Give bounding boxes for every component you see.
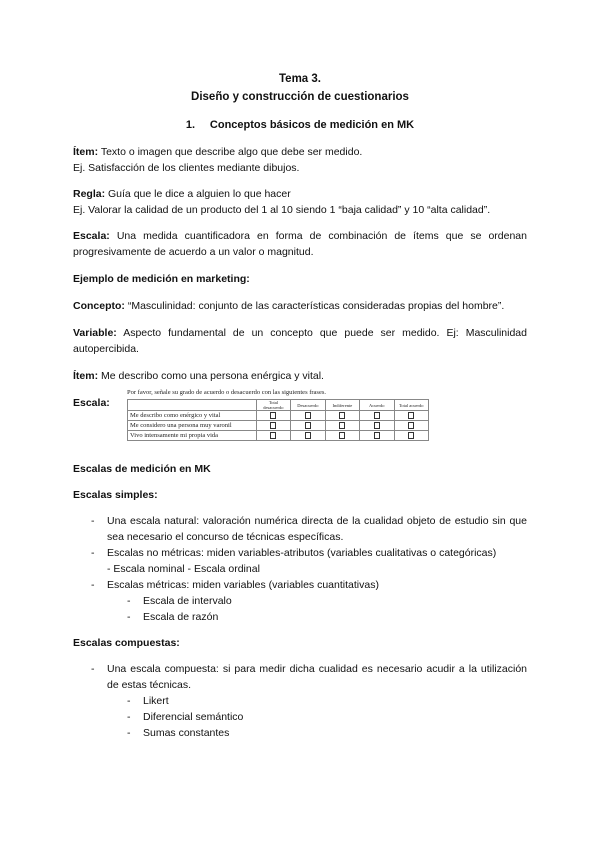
- metric-sublist: [107, 593, 527, 625]
- concepto-text: “Masculinidad: conjunto de las características consideradas propias del hombre”.: [124, 300, 505, 312]
- section-number: 1.: [185, 119, 196, 131]
- scale-row-item: [128, 431, 429, 441]
- metric-term: Escalas métricas:: [107, 579, 190, 591]
- variable-term: Variable:: [73, 327, 117, 339]
- variable-text: Aspecto fundamental de un concepto que puede ser medido. Ej: Masculinidad autopercibida.: [73, 327, 527, 355]
- concepto-term: Concepto:: [73, 300, 125, 312]
- scales-heading: Escalas de medición en MK: [73, 463, 211, 475]
- scale-option: Desacuerdo: [291, 400, 325, 411]
- compound-term: Una escala compuesta:: [107, 663, 219, 675]
- checkbox[interactable]: [270, 422, 276, 429]
- nometric-sub: - Escala nominal - Escala ordinal: [107, 563, 260, 575]
- scale-option: Total desacuerdo: [256, 400, 290, 411]
- list-item: [73, 545, 527, 577]
- regla-term: Regla:: [73, 188, 106, 200]
- item-example: Ej. Satisfacción de los clientes mediante dibujos.: [73, 162, 300, 174]
- checkbox[interactable]: [305, 432, 311, 439]
- list-item: - Escala de razón: [107, 609, 527, 625]
- checkbox[interactable]: [270, 432, 276, 439]
- escala-term: Escala:: [73, 230, 110, 242]
- doc-title-line2: Diseño y construcción de cuestionarios: [191, 91, 409, 103]
- variable-line: [73, 325, 527, 357]
- scale-example: [73, 389, 527, 453]
- scale-statement: Me describo como enérgico y vital: [128, 411, 257, 421]
- checkbox[interactable]: [339, 432, 345, 439]
- regla-text: Guía que le dice a alguien lo que hacer: [105, 188, 291, 200]
- metric-text: miden variables (variables cuantitativas): [189, 579, 379, 591]
- natural-text: valoración numérica directa de la cualidad objeto de estudio sin que sea necesario el concurso de técnicas específicas.: [107, 515, 527, 543]
- example-heading: Ejemplo de medición en marketing:: [73, 273, 250, 285]
- example-item-text: Me describo como una persona enérgica y vital.: [98, 370, 324, 382]
- section-heading: [73, 117, 527, 133]
- nometric-term: Escalas no métricas:: [107, 547, 204, 559]
- scale-row-item: [128, 411, 429, 421]
- checkbox[interactable]: [374, 422, 380, 429]
- checkbox[interactable]: [305, 412, 311, 419]
- checkbox[interactable]: [339, 422, 345, 429]
- item-definition: [73, 144, 527, 160]
- list-item: [73, 661, 527, 741]
- list-item: [73, 577, 527, 625]
- example-item-line: [73, 368, 527, 384]
- scale-option: Total acuerdo: [394, 400, 428, 411]
- escala-text: Una medida cuantificadora en forma de combinación de ítems que se ordenan progresivamente de acuerdo a un valor o magnitud.: [73, 230, 527, 258]
- list-item: - Diferencial semántico: [107, 709, 527, 725]
- scale-statement: Me considero una persona muy varonil: [128, 421, 257, 431]
- checkbox[interactable]: [339, 412, 345, 419]
- compound-scales-heading: Escalas compuestas:: [73, 637, 180, 649]
- checkbox[interactable]: [270, 412, 276, 419]
- scale-header-row: [128, 400, 429, 411]
- list-item: - Escala de intervalo: [107, 593, 527, 609]
- scale-caption: Por favor, señale su grado de acuerdo o desacuerdo con las siguientes frases.: [127, 389, 327, 396]
- nometric-text: miden variables-atributos (variables cualitativas o categóricas): [203, 547, 497, 559]
- escala-definition: [73, 228, 527, 260]
- scale-statement: Vivo intensamente mi propia vida: [128, 431, 257, 441]
- list-item: - Sumas constantes: [107, 725, 527, 741]
- checkbox[interactable]: [374, 412, 380, 419]
- section-title: Conceptos básicos de medición en MK: [209, 119, 415, 131]
- compound-sublist: [107, 693, 527, 741]
- regla-definition: [73, 186, 527, 202]
- simple-scales-heading: Escalas simples:: [73, 489, 158, 501]
- document-page: [73, 70, 527, 750]
- checkbox[interactable]: [374, 432, 380, 439]
- scale-table-image: [127, 389, 427, 441]
- doc-title-line1: Tema 3.: [279, 73, 321, 85]
- checkbox[interactable]: [408, 422, 414, 429]
- concepto-line: [73, 298, 527, 314]
- scale-label: Escala:: [73, 397, 110, 409]
- natural-term: Una escala natural:: [107, 515, 200, 527]
- scale-table: [127, 399, 429, 441]
- list-item: - Likert: [107, 693, 527, 709]
- scale-option: Acuerdo: [360, 400, 394, 411]
- scale-option: Indiferente: [325, 400, 359, 411]
- compound-scales-list: [73, 661, 527, 741]
- item-term: Ítem:: [73, 146, 99, 158]
- compound-text: si para medir dicha cualidad es necesario acudir a la utilización de estas técnicas.: [107, 663, 527, 691]
- checkbox[interactable]: [408, 432, 414, 439]
- scale-row-item: [128, 421, 429, 431]
- simple-scales-list: [73, 513, 527, 625]
- checkbox[interactable]: [305, 422, 311, 429]
- regla-example: Ej. Valorar la calidad de un producto del 1 al 10 siendo 1 “baja calidad” y 10 “alta calidad”.: [73, 204, 491, 216]
- checkbox[interactable]: [408, 412, 414, 419]
- example-item-term: Ítem:: [73, 370, 99, 382]
- item-text: Texto o imagen que describe algo que debe ser medido.: [98, 146, 363, 158]
- list-item: [73, 513, 527, 545]
